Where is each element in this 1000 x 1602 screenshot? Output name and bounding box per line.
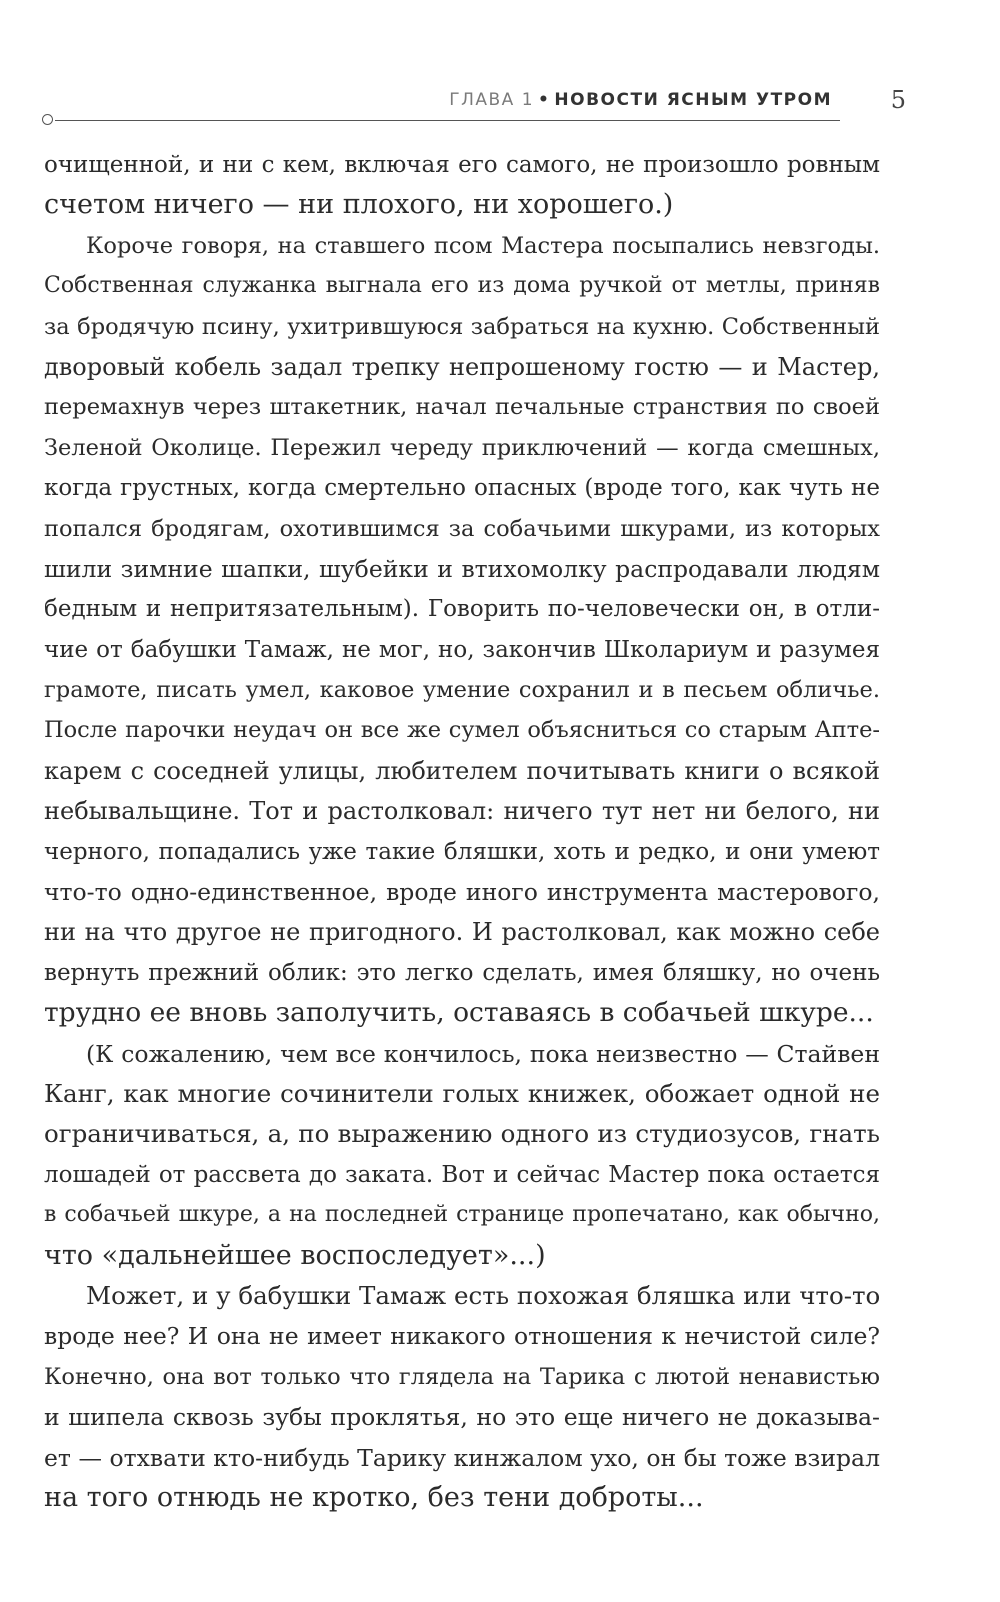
header-rule-dot xyxy=(42,114,53,125)
text-line: чие от бабушки Тамаж, не мог, но, закончив Школариум и разумея xyxy=(44,636,880,663)
text-line: Короче говоря, на ставшего псом Мастера посыпались невзгоды. xyxy=(86,232,880,259)
running-header xyxy=(0,86,1000,126)
page-number: 5 xyxy=(890,86,906,114)
text-line: за бродячую псину, ухитрившуюся забраться на кухню. Собственный xyxy=(44,313,880,340)
text-line: что «дальнейшее воспоследует»...) xyxy=(44,1239,546,1271)
text-line: и шипела сквозь зубы проклятья, но это еще ничего не доказыва- xyxy=(44,1403,880,1432)
text-line: в собачьей шкуре, а на последней странице пропечатано, как обычно, xyxy=(44,1202,880,1228)
text-line: (К сожалению, чем все кончилось, пока неизвестно — Стайвен xyxy=(86,1039,880,1068)
text-line: Собственная служанка выгнала его из дома ручкой от метлы, приняв xyxy=(44,273,880,299)
text-line: попался бродягам, охотившимся за собачьими шкурами, из которых xyxy=(44,515,880,542)
header-rule xyxy=(55,120,840,121)
text-line: Может, и у бабушки Тамаж есть похожая бляшка или что-то xyxy=(86,1280,881,1310)
text-line: когда грустных, когда смертельно опасных (вроде того, как чуть не xyxy=(44,475,880,502)
body-text xyxy=(44,145,880,1518)
text-line: на того отнюдь не кротко, без тени доброты... xyxy=(44,1481,704,1513)
text-line: вернуть прежний облик: это легко сделать, имея бляшку, но очень xyxy=(44,959,880,986)
separator-bullet: • xyxy=(538,90,551,110)
text-line: лошадей от рассвета до заката. Вот и сейчас Мастер пока остается xyxy=(44,1161,880,1188)
text-line: перемахнув через штакетник, начал печальные странствия по своей xyxy=(44,394,880,421)
text-line: Зеленой Околице. Пережил череду приключений — когда смешных, xyxy=(44,434,880,461)
text-line: очищенной, и ни с кем, включая его самого, не произошло ровным xyxy=(44,152,880,178)
text-line: ни на что другое не пригодного. И растолковал, как можно себе xyxy=(44,918,880,947)
text-line: Конечно, она вот только что глядела на Тарика с лютой ненавистью xyxy=(44,1363,880,1390)
running-title xyxy=(449,90,832,110)
text-line: Канг, как многие сочинители голых книжек, обожает одной не xyxy=(44,1078,880,1108)
chapter-label: ГЛАВА 1 xyxy=(449,90,535,110)
text-line: небывальщине. Тот и растолковал: ничего тут нет ни белого, ни xyxy=(44,797,880,826)
text-line: счетом ничего — ни плохого, ни хорошего.) xyxy=(44,189,674,221)
text-line: черного, попадались уже такие бляшки, хоть и редко, и они умеют xyxy=(44,838,880,865)
text-line: ограничиваться, а, по выражению одного из студиозусов, гнать xyxy=(44,1119,880,1149)
text-line: что-то одно-единственное, вроде иного инструмента мастерового, xyxy=(44,878,880,907)
text-line: вроде нее? И она не имеет никакого отношения к нечистой силе? xyxy=(44,1322,880,1351)
text-line: дворовый кобель задал трепку непрошеному гостю — и Мастер, xyxy=(44,352,880,381)
text-line: шили зимние шапки, шубейки и втихомолку распродавали людям xyxy=(44,554,880,583)
text-line: грамоте, писать умел, каковое умение сохранил и в песьем обличье. xyxy=(44,677,880,704)
text-line: трудно ее вновь заполучить, оставаясь в собачьей шкуре... xyxy=(44,997,874,1029)
chapter-title: НОВОСТИ ЯСНЫМ УТРОМ xyxy=(554,90,832,110)
text-line: После парочки неудач он все же сумел объясниться со старым Апте- xyxy=(44,717,880,744)
text-line: бедным и непритязательным). Говорить по-человечески он, в отли- xyxy=(44,596,880,623)
text-line: карем с соседней улицы, любителем почитывать книги о всякой xyxy=(44,756,880,785)
text-line: ет — отхвати кто-нибудь Тарику кинжалом ухо, он бы тоже взирал xyxy=(44,1443,880,1472)
